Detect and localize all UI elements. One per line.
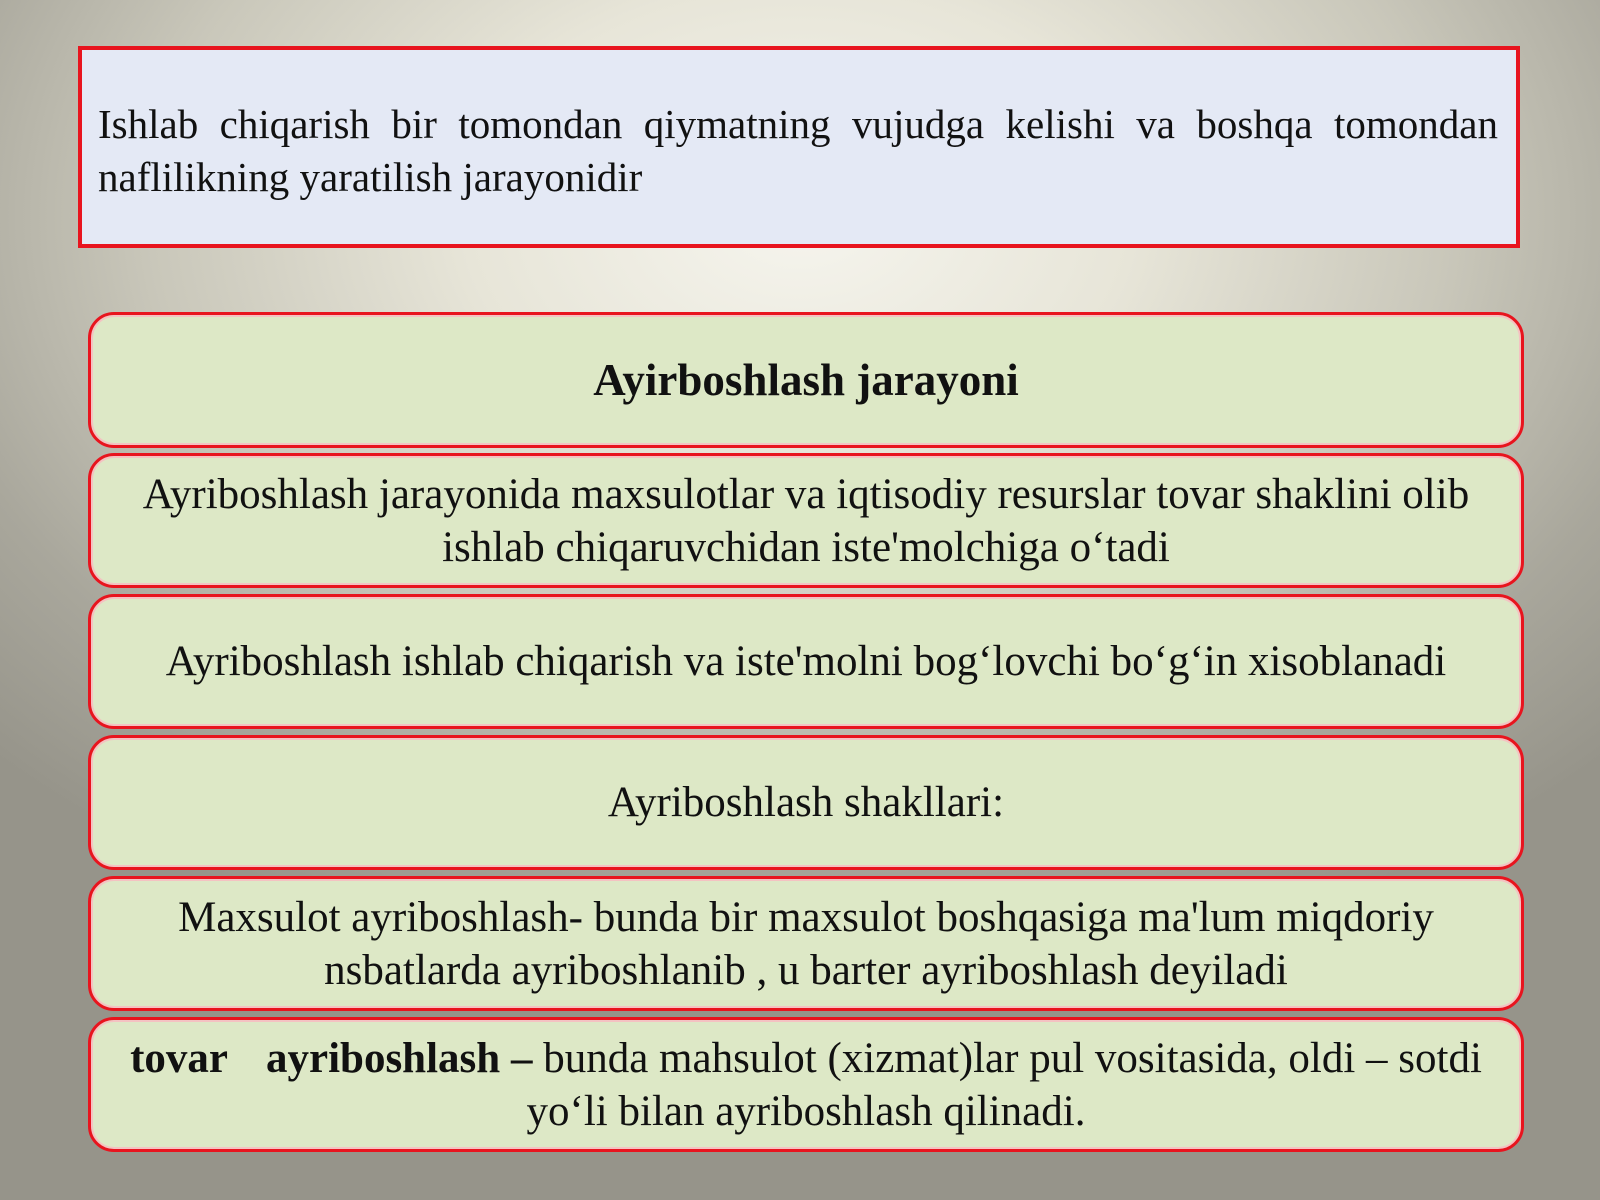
definition-box <box>78 46 1520 248</box>
panel-item-5-text <box>113 1032 1499 1138</box>
panel-item-1 <box>88 453 1524 588</box>
panel-item-5 <box>88 1017 1524 1152</box>
definition-text: Ishlab chiqarish bir tomondan qiymatning vujudga kelishi va boshqa tomondan naflilikning yaratilish jarayonidir <box>98 101 1498 200</box>
panel-item-2 <box>88 594 1524 729</box>
panel-item-4-text: Maxsulot ayriboshlash- bunda bir maxsulot boshqasiga ma'lum miqdoriy nsbatlarda ayriboshlanib , u barter ayriboshlash deyiladi <box>178 893 1434 994</box>
term-description: bunda mahsulot (xizmat)lar pul vositasida, oldi – sotdi yo‘li bilan ayriboshlash qilinadi. <box>526 1034 1482 1135</box>
term-word-2: ayriboshlash – <box>266 1034 533 1082</box>
panel-item-4 <box>88 876 1524 1011</box>
term-word-1: tovar <box>130 1034 228 1082</box>
panel-item-2-text: Ayriboshlash ishlab chiqarish va iste'molni bog‘lovchi bo‘g‘in xisoblanadi <box>165 638 1447 685</box>
panel-title <box>88 312 1524 448</box>
panel-item-3 <box>88 735 1524 870</box>
section-title: Ayirboshlash jarayoni <box>593 354 1019 405</box>
panel-item-3-text: Ayriboshlash shakllari: <box>607 779 1005 826</box>
panel-item-1-text: Ayriboshlash jarayonida maxsulotlar va iqtisodiy resurslar tovar shaklini olib ishlab chiqaruvchidan iste'molchiga o‘tadi <box>142 470 1470 571</box>
